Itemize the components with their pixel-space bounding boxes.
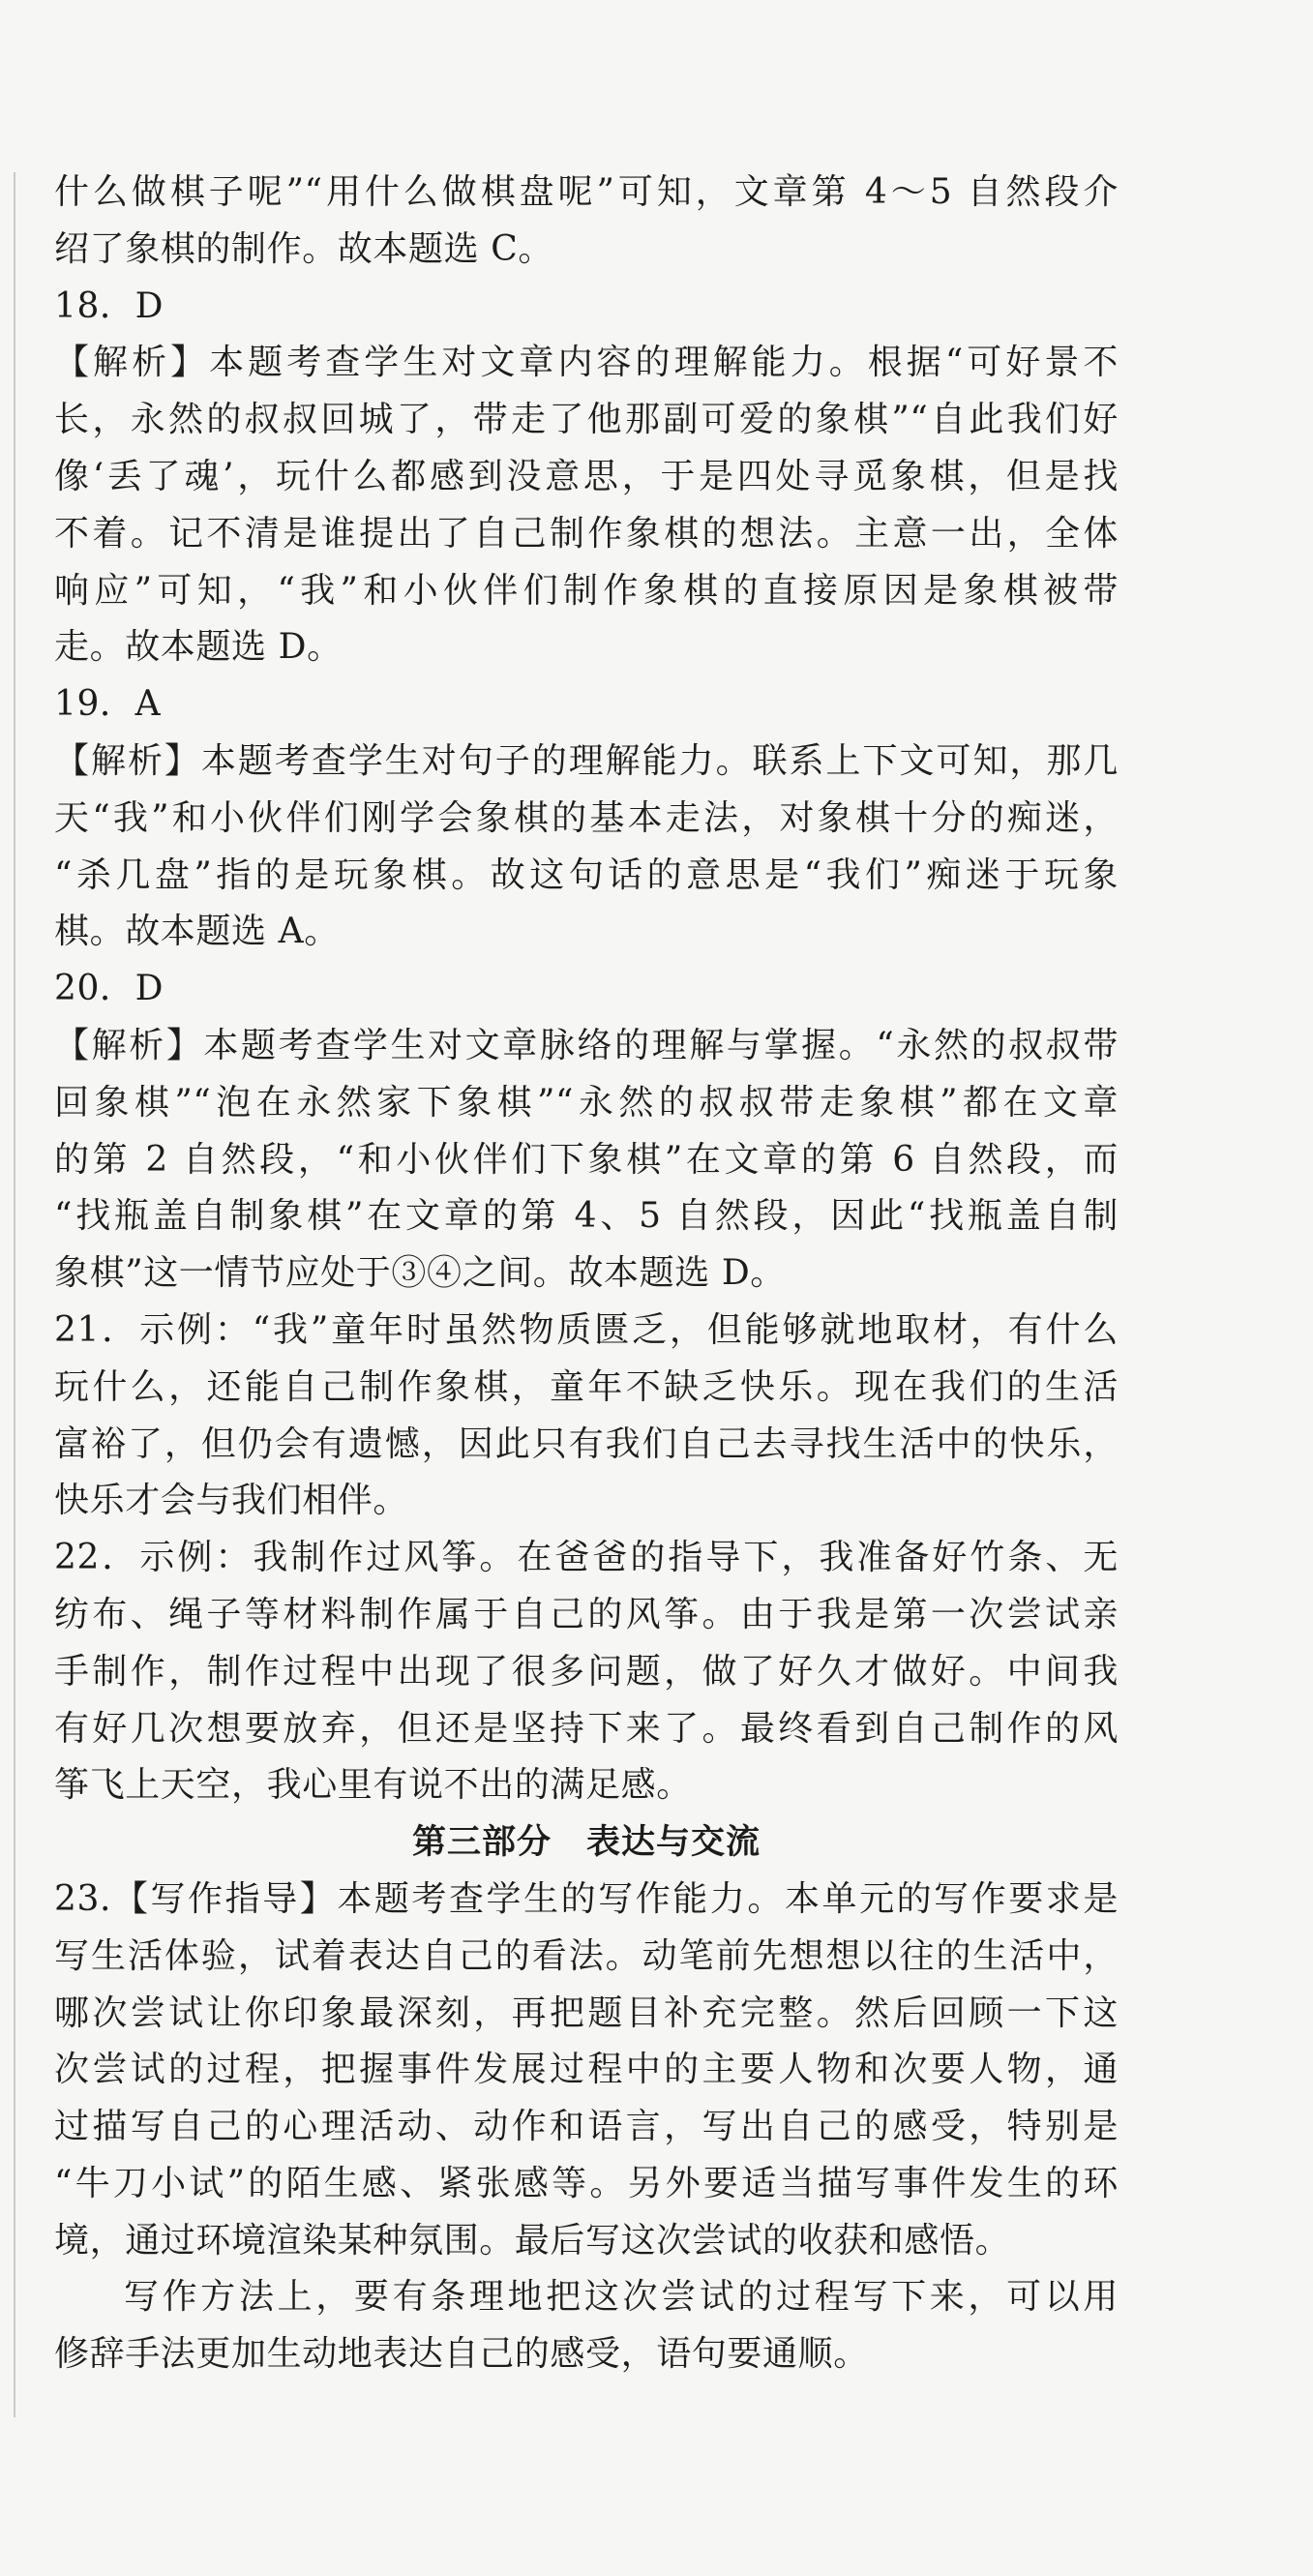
answer-23: 23.【写作指导】本题考查学生的写作能力。本单元的写作要求是 xyxy=(54,1878,1119,1919)
text-line: 像‘丢了魂’，玩什么都感到没意思，于是四处寻觅象棋，但是找 xyxy=(54,456,1119,496)
text-line: 走。故本题选 D。 xyxy=(54,627,343,668)
text-line: 有好几次想要放弃，但还是坚持下来了。最终看到自己制作的风 xyxy=(54,1708,1119,1749)
question-number-20: 20．D xyxy=(54,969,164,1009)
text-line: 响应”可知，“我”和小伙伴们制作象棋的直接原因是象棋被带 xyxy=(54,570,1119,611)
text-line: 哪次尝试让你印象最深刻，再把题目补充完整。然后回顾一下这 xyxy=(54,1992,1119,2033)
section-part-label: 第三部分 xyxy=(411,1823,552,1863)
section-title-label: 表达与交流 xyxy=(586,1823,761,1863)
text-line: 天“我”和小伙伴们刚学会象棋的基本走法，对象棋十分的痴迷， xyxy=(54,797,1119,838)
text-line: 次尝试的过程，把握事件发展过程中的主要人物和次要人物，通 xyxy=(54,2050,1119,2090)
text-line: 玩什么，还能自己制作象棋，童年不缺乏快乐。现在我们的生活 xyxy=(54,1366,1119,1407)
text-line: 快乐才会与我们相伴。 xyxy=(54,1481,409,1521)
text-line: 什么做棋子呢”“用什么做棋盘呢”可知，文章第 4～5 自然段介 xyxy=(54,172,1119,212)
text-line: 的第 2 自然段，“和小伙伴们下象棋”在文章的第 6 自然段，而 xyxy=(54,1139,1119,1180)
answer-text-body xyxy=(54,165,1119,2383)
text-line: 回象棋”“泡在永然家下象棋”“永然的叔叔带走象棋”都在文章 xyxy=(54,1082,1119,1123)
text-line: 过描写自己的心理活动、动作和语言，写出自己的感受，特别是 xyxy=(54,2107,1119,2147)
text-line: 象棋”这一情节应处于③④之间。故本题选 D。 xyxy=(54,1253,786,1294)
text-line: 绍了象棋的制作。故本题选 C。 xyxy=(54,228,553,269)
section-heading xyxy=(54,1814,1119,1872)
question-number-19: 19．A xyxy=(54,684,162,725)
text-line: 写生活体验，试着表达自己的看法。动笔前先想想以往的生活中， xyxy=(54,1935,1119,1976)
text-line: 【解析】本题考查学生对文章脉络的理解与掌握。“永然的叔叔带 xyxy=(54,1025,1119,1065)
left-margin-rule xyxy=(14,172,15,2417)
text-line: 长，永然的叔叔回城了，带走了他那副可爱的象棋”“自此我们好 xyxy=(54,400,1119,440)
text-line: “杀几盘”指的是玩象棋。故这句话的意思是“我们”痴迷于玩象 xyxy=(54,854,1119,895)
text-line: 【解析】本题考查学生对句子的理解能力。联系上下文可知，那几 xyxy=(54,740,1119,781)
text-line: 纺布、绳子等材料制作属于自己的风筝。由于我是第一次尝试亲 xyxy=(54,1594,1119,1634)
answer-22: 22．示例：我制作过风筝。在爸爸的指导下，我准备好竹条、无 xyxy=(54,1538,1119,1578)
paragraph-indented-line: 写作方法上，要有条理地把这次尝试的过程写下来，可以用 xyxy=(124,2277,1119,2318)
text-line: 棋。故本题选 A。 xyxy=(54,912,340,952)
text-line: 境，通过环境渲染某种氛围。最后写这次尝试的收获和感悟。 xyxy=(54,2220,1011,2261)
text-line: 富裕了，但仍会有遗憾，因此只有我们自己去寻找生活中的快乐， xyxy=(54,1423,1119,1464)
text-line: 手制作，制作过程中出现了很多问题，做了好久才做好。中间我 xyxy=(54,1651,1119,1692)
text-line: “找瓶盖自制象棋”在文章的第 4、5 自然段，因此“找瓶盖自制 xyxy=(54,1196,1119,1237)
question-number-18: 18．D xyxy=(54,285,164,326)
answer-21: 21．示例：“我”童年时虽然物质匮乏，但能够就地取材，有什么 xyxy=(54,1309,1119,1350)
text-line: 【解析】本题考查学生对文章内容的理解能力。根据“可好景不 xyxy=(54,343,1119,383)
text-line: “牛刀小试”的陌生感、紧张感等。另外要适当描写事件发生的环 xyxy=(54,2163,1119,2203)
text-line: 筝飞上天空，我心里有说不出的满足感。 xyxy=(54,1765,692,1806)
text-line: 修辞手法更加生动地表达自己的感受，语句要通顺。 xyxy=(54,2334,869,2375)
text-line: 不着。记不清是谁提出了自己制作象棋的想法。主意一出，全体 xyxy=(54,513,1119,554)
